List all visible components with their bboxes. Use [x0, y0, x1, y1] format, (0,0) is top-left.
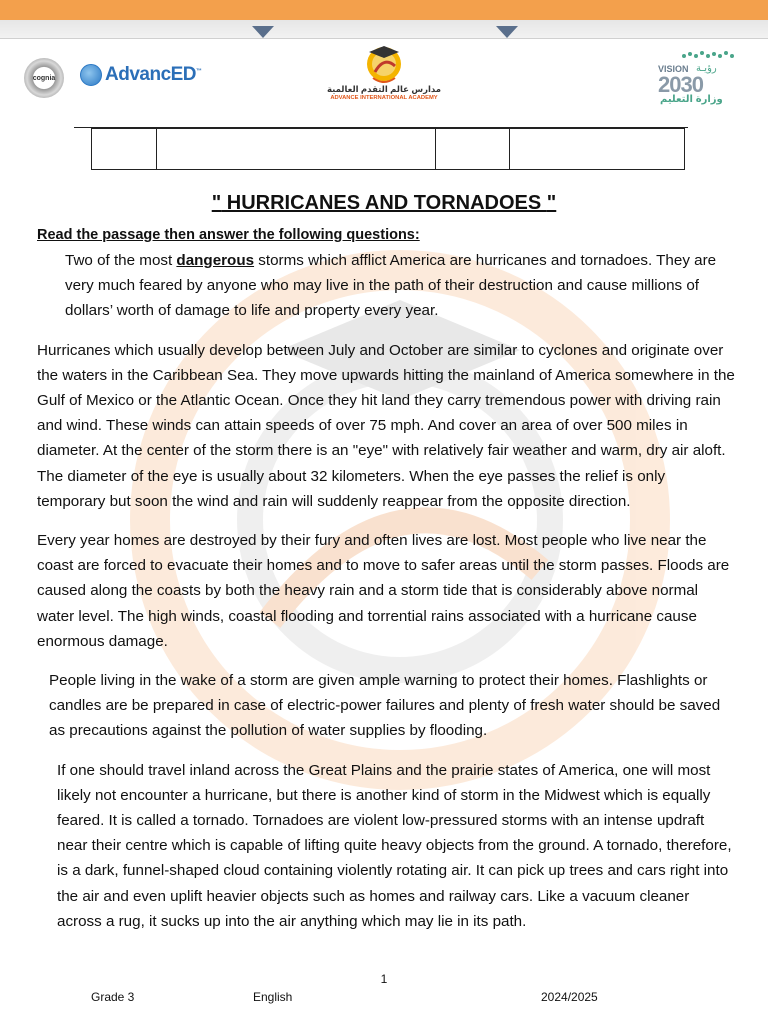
academy-emblem-icon — [361, 42, 407, 86]
paragraph-2: Hurricanes which usually develop between July and October are similar to cyclones and originate over the waters in the Caribbean Sea. They move upwards hitting the mainland of America somewhere in the Gulf of Mexico or the Atlantic Ocean. Once they hit land they carry tremendous power with driving rain and wind. These winds can attain speeds of over 75 mph. And cover an area of over 500 miles in diameter. At the center of the storm there is an "eye" with relatively fair weather and warm, dry air aloft. The diameter of the eye is usually about 32 kilometers. When the eye passes the relief is only temporary but soon the wind and rain will suddenly reappear from the opposite direction. — [37, 341, 735, 510]
student-info-table — [91, 128, 685, 170]
reading-passage — [37, 248, 737, 934]
cognia-logo-text: cognia — [32, 74, 56, 82]
dots-pattern-icon — [680, 50, 736, 62]
footer-subject: English — [253, 990, 293, 1004]
vision-arabic: رؤيـة — [696, 63, 717, 74]
paragraph-3: Every year homes are destroyed by their fury and often lives are lost. Most people who live near the coast are forced to evacuate their homes and to move to safer areas until the storm passes. Floods are caused along the coasts by both the heavy rain and a storm tide that is considerably above normal water level. The high winds, coastal flooding and torrential rains associated with a hurricane cause enormous damage. — [37, 532, 730, 650]
globe-icon — [80, 64, 102, 86]
academy-name-arabic: مدارس عالم التقدم العالمية — [326, 84, 442, 94]
instructions: Read the passage then answer the following questions: — [37, 227, 420, 243]
page-number: 1 — [380, 972, 388, 986]
advanced-logo — [80, 64, 202, 86]
header-notch-right — [496, 26, 518, 38]
footer-grade: Grade 3 — [91, 990, 135, 1004]
header-notch-left — [252, 26, 274, 38]
footer-year: 2024/2025 — [541, 990, 598, 1004]
info-cell-3[interactable] — [436, 129, 510, 170]
paragraph-1: Two of the most dangerous storms which afflict America are hurricanes and tornadoes. They are very much feared by anyone who may live in the path of their destruction and cause millions of dollars’ worth of damage to life and property every year. — [65, 252, 717, 320]
academy-logo — [322, 42, 446, 106]
header-band — [0, 0, 768, 38]
page-title: " HURRICANES AND TORNADOES " — [211, 192, 557, 214]
header-divider — [0, 38, 768, 39]
ministry-arabic: وزارة التعليم — [660, 94, 723, 105]
vision-year: 2030 — [658, 72, 703, 97]
info-cell-4[interactable] — [510, 129, 685, 170]
keyword-dangerous: dangerous — [176, 252, 255, 269]
cognia-logo — [24, 58, 64, 98]
academy-name-english: ADVANCE INTERNATIONAL ACADEMY — [330, 95, 438, 101]
info-cell-2[interactable] — [157, 129, 436, 170]
advanced-logo-text: AdvancED™ — [105, 64, 202, 85]
paragraph-5: If one should travel inland across the Great Plains and the prairie states of America, one will most likely not encounter a hurricane, but there is another kind of storm in the Midwest which is equally feared. It is called a tornado. Tornadoes are violent low-pressured storms with an intense updraft near their centre which is capable of lifting quite heavy objects from the ground. A tornado, therefore, is a dark, funnel-shaped cloud containing violently rotating air. It can pick up trees and cars right into the air and even uplift heavier objects such as homes and railway cars. Like a vacuum cleaner across a rug, it sucks up into the air anything which may lie in its path. — [57, 761, 732, 930]
info-cell-1[interactable] — [92, 129, 157, 170]
vision-2030-logo — [656, 50, 746, 106]
paragraph-4: People living in the wake of a storm are given ample warning to protect their homes. Flashlights or candles are be prepared in case of electric-power failures and plenty of fresh water should be saved as precautions against the pollution of water supplies by flooding. — [49, 672, 721, 740]
vision-word: VISION — [658, 64, 689, 74]
